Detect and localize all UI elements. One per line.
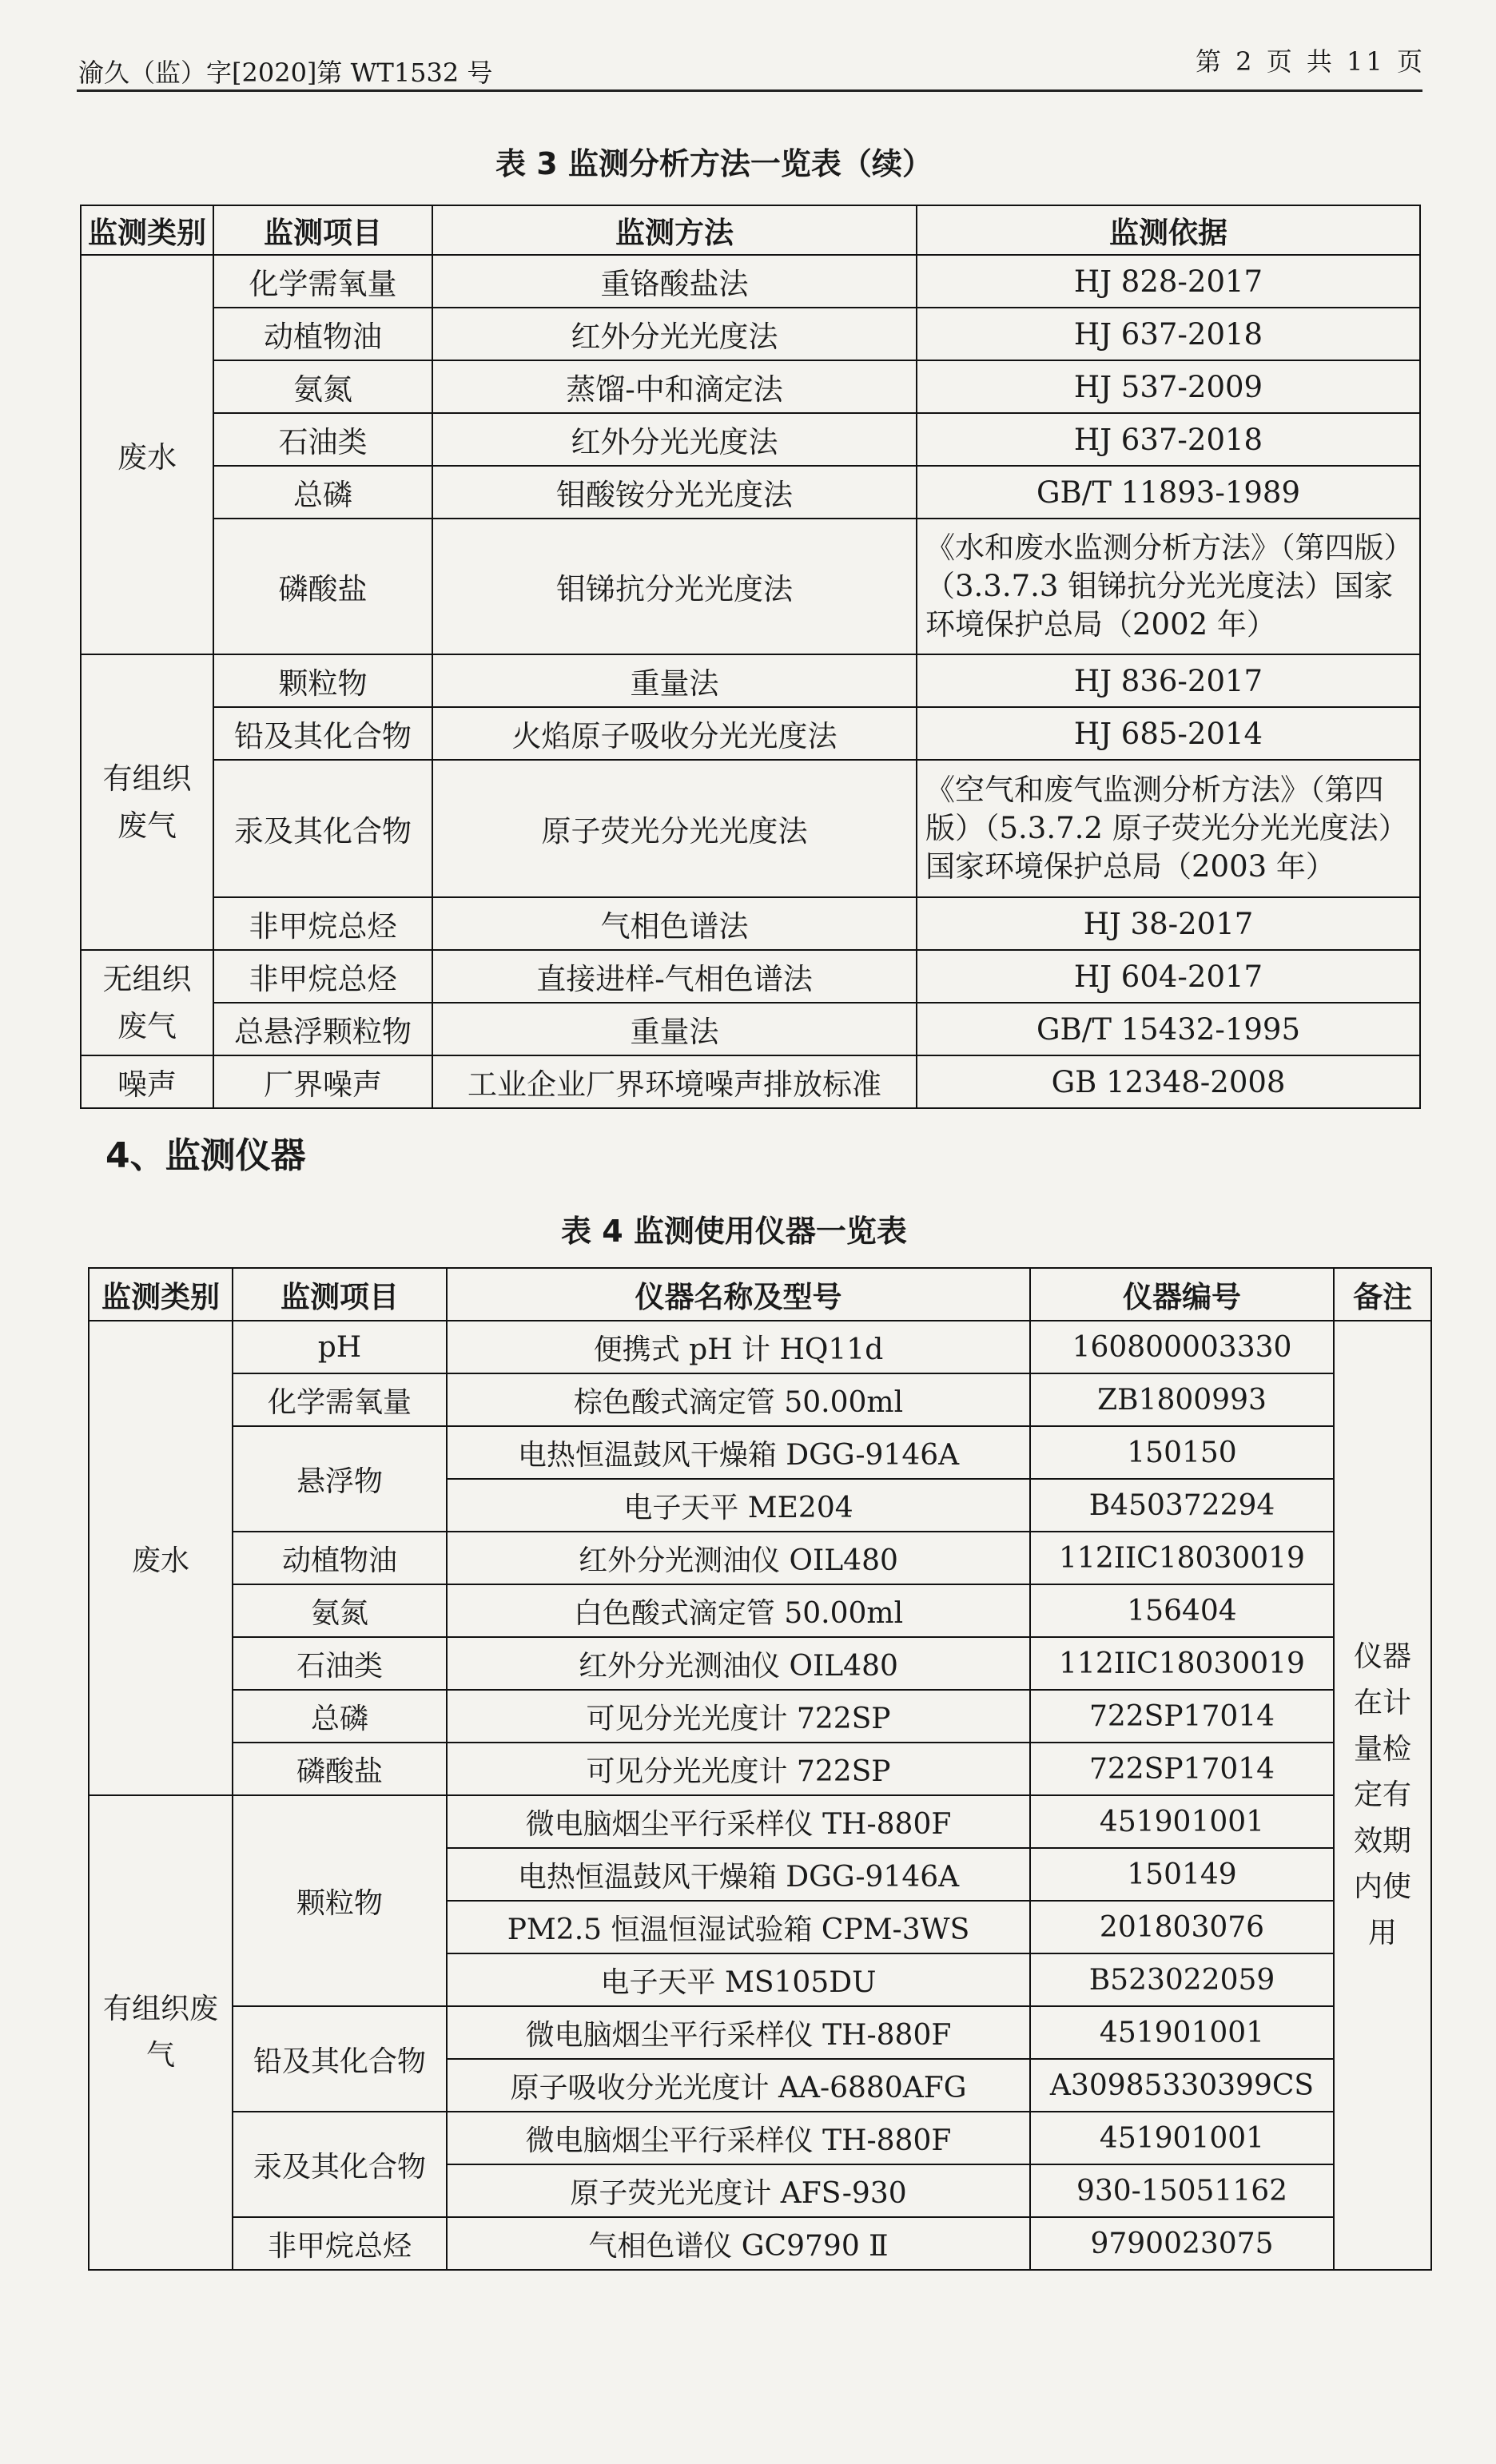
table-row xyxy=(89,1637,1431,1690)
table3-basis: HJ 685-2014 xyxy=(917,707,1420,760)
table-row xyxy=(81,707,1420,760)
table3-method: 原子荧光分光光度法 xyxy=(432,760,917,897)
table4-item: 汞及其化合物 xyxy=(233,2112,447,2217)
table4-number: A30985330399CS xyxy=(1030,2059,1334,2112)
table3-item: 总悬浮颗粒物 xyxy=(213,1003,432,1055)
table3-item: 氨氮 xyxy=(213,360,432,413)
table4-instrument: 电子天平 MS105DU xyxy=(447,1953,1030,2006)
table-row xyxy=(81,897,1420,950)
table3-basis: GB 12348-2008 xyxy=(917,1055,1420,1108)
table4-instrument: 微电脑烟尘平行采样仪 TH-880F xyxy=(447,2112,1030,2164)
table4-item: 颗粒物 xyxy=(233,1795,447,2006)
table3-method: 工业企业厂界环境噪声排放标准 xyxy=(432,1055,917,1108)
table3-method: 重量法 xyxy=(432,1003,917,1055)
table4-number: 451901001 xyxy=(1030,2112,1334,2164)
table-row xyxy=(89,1321,1431,1373)
table3-method: 钼酸铵分光光度法 xyxy=(432,466,917,519)
table3-header-category: 监测类别 xyxy=(81,205,213,255)
table4-number: 722SP17014 xyxy=(1030,1690,1334,1743)
table4-number: 156404 xyxy=(1030,1584,1334,1637)
table4-instrument: 便携式 pH 计 HQ11d xyxy=(447,1321,1030,1373)
table3-item: 磷酸盐 xyxy=(213,519,432,654)
table3-category: 无组织废气 xyxy=(81,950,213,1055)
table-row xyxy=(89,1426,1431,1479)
table3-basis: HJ 604-2017 xyxy=(917,950,1420,1003)
table4-item: 铅及其化合物 xyxy=(233,2006,447,2112)
table4-number: 150149 xyxy=(1030,1848,1334,1901)
table4-header-number: 仪器编号 xyxy=(1030,1268,1334,1321)
table4-instrument: 白色酸式滴定管 50.00ml xyxy=(447,1584,1030,1637)
table3-header-method: 监测方法 xyxy=(432,205,917,255)
table4-number: 451901001 xyxy=(1030,2006,1334,2059)
table-row xyxy=(81,255,1420,308)
section-title: 4、监测仪器 xyxy=(105,1135,306,1176)
table4-item: 非甲烷总烃 xyxy=(233,2217,447,2270)
table3 xyxy=(80,205,1421,1109)
table-row xyxy=(81,654,1420,707)
table4-instrument: 可见分光光度计 722SP xyxy=(447,1690,1030,1743)
table-row xyxy=(81,760,1420,897)
table3-method: 钼锑抗分光光度法 xyxy=(432,519,917,654)
table3-method: 蒸馏-中和滴定法 xyxy=(432,360,917,413)
table4-number: 112IIC18030019 xyxy=(1030,1532,1334,1584)
table3-item: 非甲烷总烃 xyxy=(213,950,432,1003)
table4-item: 化学需氧量 xyxy=(233,1373,447,1426)
table3-basis: GB/T 11893-1989 xyxy=(917,466,1420,519)
table4-instrument: 原子荧光光度计 AFS-930 xyxy=(447,2164,1030,2217)
table3-basis: HJ 828-2017 xyxy=(917,255,1420,308)
table4-header-item: 监测项目 xyxy=(233,1268,447,1321)
table4-number: 160800003330 xyxy=(1030,1321,1334,1373)
table3-basis: 《水和废水监测分析方法》（第四版）（3.3.7.3 钼锑抗分光光度法）国家环境保护总局（2002 年） xyxy=(917,519,1420,654)
table3-basis: HJ 836-2017 xyxy=(917,654,1420,707)
table4-instrument: 原子吸收分光光度计 AA-6880AFG xyxy=(447,2059,1030,2112)
table-row xyxy=(89,1532,1431,1584)
table3-item: 总磷 xyxy=(213,466,432,519)
table3-item: 石油类 xyxy=(213,413,432,466)
table3-item: 化学需氧量 xyxy=(213,255,432,308)
table3-item: 铅及其化合物 xyxy=(213,707,432,760)
table-row xyxy=(89,1690,1431,1743)
table4-number: 112IIC18030019 xyxy=(1030,1637,1334,1690)
table-row xyxy=(89,1795,1431,1848)
table4-remark: 仪器在计量检定有效期内使用 xyxy=(1334,1321,1431,2270)
table-row xyxy=(81,413,1420,466)
table4-instrument: 电热恒温鼓风干燥箱 DGG-9146A xyxy=(447,1426,1030,1479)
header-page-info: 第 2 页 共 11 页 xyxy=(1196,46,1426,77)
table4-category: 有组织废气 xyxy=(89,1795,233,2270)
table-row xyxy=(89,1373,1431,1426)
table-row xyxy=(89,1743,1431,1795)
table4-number: 451901001 xyxy=(1030,1795,1334,1848)
table4-item: 悬浮物 xyxy=(233,1426,447,1532)
table-row xyxy=(81,466,1420,519)
table-row xyxy=(81,1003,1420,1055)
table-row xyxy=(81,950,1420,1003)
table3-basis: 《空气和废气监测分析方法》（第四版）（5.3.7.2 原子荧光分光光度法）国家环境保护总局（2003 年） xyxy=(917,760,1420,897)
table4-number: 722SP17014 xyxy=(1030,1743,1334,1795)
table4-instrument: 电子天平 ME204 xyxy=(447,1479,1030,1532)
table4-header-category: 监测类别 xyxy=(89,1268,233,1321)
table4-instrument: 棕色酸式滴定管 50.00ml xyxy=(447,1373,1030,1426)
table3-method: 火焰原子吸收分光光度法 xyxy=(432,707,917,760)
table4 xyxy=(88,1267,1432,2271)
table4-number: 930-15051162 xyxy=(1030,2164,1334,2217)
table3-basis: HJ 537-2009 xyxy=(917,360,1420,413)
table4-item: 总磷 xyxy=(233,1690,447,1743)
table3-header-item: 监测项目 xyxy=(213,205,432,255)
table3-item: 厂界噪声 xyxy=(213,1055,432,1108)
table3-category: 噪声 xyxy=(81,1055,213,1108)
table4-instrument: 电热恒温鼓风干燥箱 DGG-9146A xyxy=(447,1848,1030,1901)
table-row xyxy=(89,2006,1431,2059)
table3-category: 有组织废气 xyxy=(81,654,213,950)
table3-method: 直接进样-气相色谱法 xyxy=(432,950,917,1003)
table4-number: 150150 xyxy=(1030,1426,1334,1479)
table4-header-instrument: 仪器名称及型号 xyxy=(447,1268,1030,1321)
table3-basis: HJ 637-2018 xyxy=(917,308,1420,360)
table-row xyxy=(89,2217,1431,2270)
table4-item: 石油类 xyxy=(233,1637,447,1690)
table4-instrument: 微电脑烟尘平行采样仪 TH-880F xyxy=(447,1795,1030,1848)
table3-method: 红外分光光度法 xyxy=(432,413,917,466)
table4-number: B523022059 xyxy=(1030,1953,1334,2006)
table3-method: 红外分光光度法 xyxy=(432,308,917,360)
table-row xyxy=(81,360,1420,413)
table4-instrument: PM2.5 恒温恒湿试验箱 CPM-3WS xyxy=(447,1901,1030,1953)
table-row xyxy=(89,2112,1431,2164)
table4-item: 动植物油 xyxy=(233,1532,447,1584)
table3-basis: HJ 38-2017 xyxy=(917,897,1420,950)
header-doc-number: 渝久（监）字[2020]第 WT1532 号 xyxy=(78,58,493,88)
table4-instrument: 可见分光光度计 722SP xyxy=(447,1743,1030,1795)
table4-instrument: 红外分光测油仪 OIL480 xyxy=(447,1637,1030,1690)
table4-instrument: 微电脑烟尘平行采样仪 TH-880F xyxy=(447,2006,1030,2059)
table3-header-basis: 监测依据 xyxy=(917,205,1420,255)
table4-category: 废水 xyxy=(89,1321,233,1795)
table4-number: ZB1800993 xyxy=(1030,1373,1334,1426)
table3-category: 废水 xyxy=(81,255,213,654)
table4-number: 201803076 xyxy=(1030,1901,1334,1953)
header-divider xyxy=(77,89,1422,92)
table-row xyxy=(81,519,1420,654)
table3-caption: 表 3 监测分析方法一览表（续） xyxy=(495,146,933,181)
table4-number: B450372294 xyxy=(1030,1479,1334,1532)
table-row xyxy=(81,1055,1420,1108)
table3-item: 汞及其化合物 xyxy=(213,760,432,897)
table-row xyxy=(81,308,1420,360)
table4-caption: 表 4 监测使用仪器一览表 xyxy=(561,1214,907,1249)
table3-basis: HJ 637-2018 xyxy=(917,413,1420,466)
table4-item: 氨氮 xyxy=(233,1584,447,1637)
table3-method: 重量法 xyxy=(432,654,917,707)
table3-method: 气相色谱法 xyxy=(432,897,917,950)
table3-item: 动植物油 xyxy=(213,308,432,360)
table4-item: pH xyxy=(233,1321,447,1373)
table4-header-remark: 备注 xyxy=(1334,1268,1431,1321)
table4-instrument: 红外分光测油仪 OIL480 xyxy=(447,1532,1030,1584)
table4-item: 磷酸盐 xyxy=(233,1743,447,1795)
table4-instrument: 气相色谱仪 GC9790 Ⅱ xyxy=(447,2217,1030,2270)
table3-method: 重铬酸盐法 xyxy=(432,255,917,308)
table4-number: 9790023075 xyxy=(1030,2217,1334,2270)
table3-item: 颗粒物 xyxy=(213,654,432,707)
table-row xyxy=(89,1584,1431,1637)
table3-basis: GB/T 15432-1995 xyxy=(917,1003,1420,1055)
table3-item: 非甲烷总烃 xyxy=(213,897,432,950)
